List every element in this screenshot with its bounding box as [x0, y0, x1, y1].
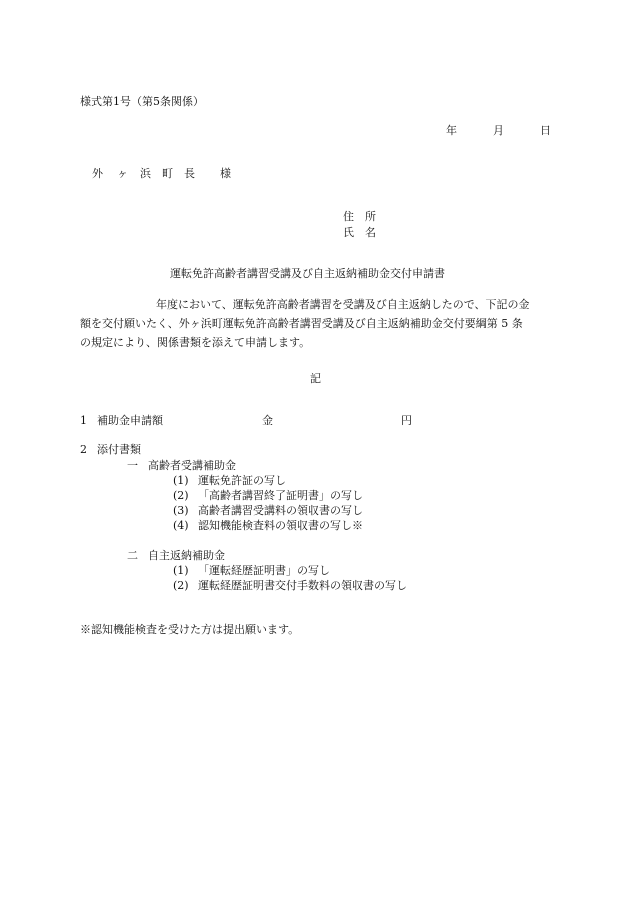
- group-2-doc-1-num: (1): [173, 564, 189, 577]
- applicant-name-label: 氏 名: [343, 226, 376, 239]
- ki-heading: 記: [310, 372, 321, 385]
- item-1-number: 1: [80, 414, 87, 427]
- document-title: 運転免許高齢者講習受講及び自主返納補助金交付申請書: [170, 267, 445, 280]
- group-2-doc-1-text: 「運転経歴証明書」の写し: [198, 564, 330, 577]
- addressee-suffix: 様: [220, 167, 231, 180]
- body-line-2: 額を交付願いたく、外ヶ浜町運転免許高齢者講習受講及び自主返納補助金交付要綱第 5 条: [80, 317, 523, 330]
- date-year: 年: [446, 124, 457, 137]
- body-paragraph: [80, 295, 550, 352]
- item-1-label: 補助金申請額: [97, 414, 163, 427]
- addressee-char-2: ヶ: [117, 167, 128, 180]
- group-1-marker: 一: [127, 459, 138, 472]
- group-2-doc-2-text: 運転経歴証明書交付手数料の領収書の写し: [198, 579, 407, 592]
- item-1-kin: 金: [262, 414, 273, 427]
- footnote: ※認知機能検査を受けた方は提出願います。: [80, 623, 300, 636]
- date-day: 日: [540, 124, 551, 137]
- group-1-doc-4-text: 認知機能検査料の領収書の写し※: [198, 519, 363, 532]
- group-2-doc-2-num: (2): [173, 579, 189, 592]
- date-month: 月: [493, 124, 504, 137]
- group-2-title: 自主返納補助金: [148, 549, 225, 562]
- group-1-doc-2-text: 「高齢者講習終了証明書」の写し: [198, 489, 363, 502]
- addressee-char-4: 町: [162, 167, 173, 180]
- group-1-doc-2-num: (2): [173, 489, 189, 502]
- group-1-title: 高齢者受講補助金: [148, 459, 236, 472]
- form-number: 様式第1号（第5条関係）: [80, 95, 204, 108]
- body-line-1: 年度において、運転免許高齢者講習を受講及び自主返納したので、下記の金: [156, 298, 530, 311]
- group-1-doc-1-num: (1): [173, 474, 189, 487]
- body-line-3: の規定により、関係書類を添えて申請します。: [80, 336, 311, 349]
- group-2-marker: 二: [127, 549, 138, 562]
- item-2-number: 2: [80, 443, 87, 456]
- group-1-doc-4-num: (4): [173, 519, 189, 532]
- group-1-doc-3-text: 高齢者講習受講料の領収書の写し: [198, 504, 363, 517]
- applicant-address-label: 住 所: [343, 210, 376, 223]
- item-2-label: 添付書類: [97, 443, 141, 456]
- item-1-yen: 円: [401, 414, 412, 427]
- addressee-char-1: 外: [92, 167, 103, 180]
- group-1-doc-3-num: (3): [173, 504, 189, 517]
- group-1-doc-1-text: 運転免許証の写し: [198, 474, 286, 487]
- addressee-char-3: 浜: [140, 167, 151, 180]
- addressee-char-5: 長: [184, 167, 195, 180]
